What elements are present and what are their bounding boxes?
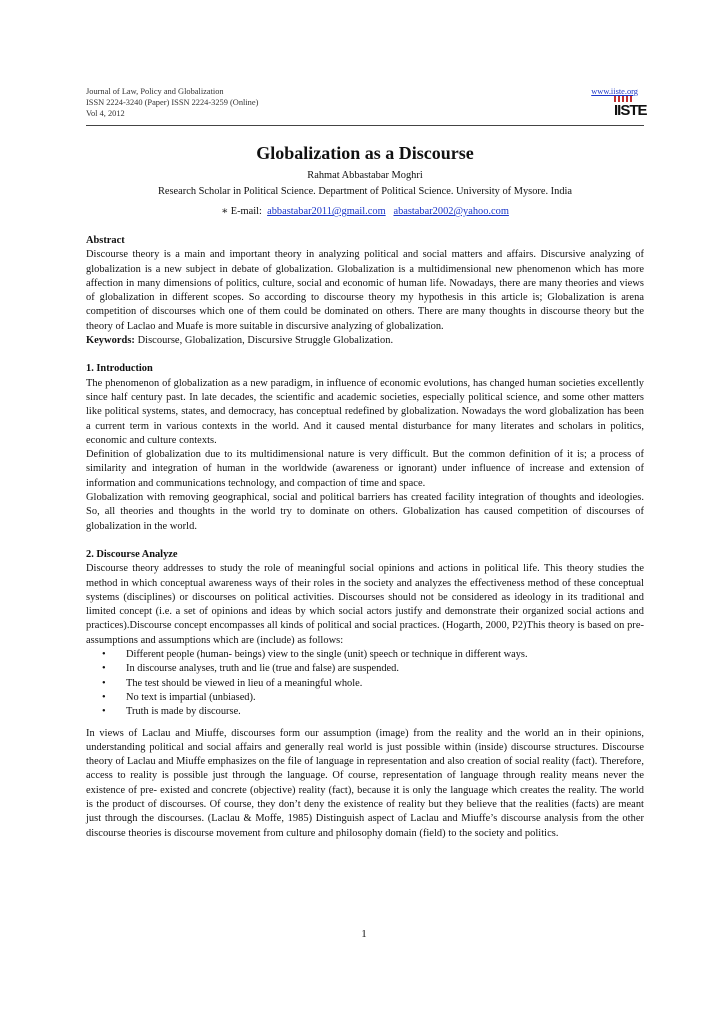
journal-header — [86, 86, 647, 122]
bullet-icon: • — [102, 649, 106, 661]
bullet-icon: • — [102, 663, 106, 675]
page-content — [86, 86, 647, 841]
logo-text: IISTE — [614, 102, 647, 119]
abstract-heading: Abstract — [86, 235, 125, 246]
page-number: 1 — [361, 928, 367, 940]
discourse-section — [86, 548, 644, 841]
bullet-icon: • — [102, 677, 106, 689]
list-item: • The test should be viewed in lieu of a meaningful whole. — [126, 677, 644, 691]
introduction-paragraph-3: Globalization with removing geographical, social and political barriers has created facility integration of thoughts and ideologies. So, all theories and thoughts in the world try to dominate on others. Globalization has caused competition of discourses of globalization in the world. — [86, 492, 644, 532]
introduction-section — [86, 362, 644, 534]
abstract-text: Discourse theory is a main and important theory in analyzing political and social matters and affairs. Discursive analyzing of globalization is a new subject in debate of globalization. Globalization is a multidimensional new phenomenon which has more affection in many dimensions of politics, culture, social and economic of human life. Nowadays, there are many theories and views of globalization in different scopes. So according to discourse theory my hypothesis in this article is; Globalization is arena competition of discourses which one of them could be dominated on others. There are many thoughts in discourse theory but the theory of Laclao and Muafe is more suitable in discursive analyzing of globalization. — [86, 249, 644, 332]
author-email-line — [86, 204, 644, 220]
introduction-paragraph-1: The phenomenon of globalization as a new paradigm, in influence of economic evolutions, has changed human societies excellently since half century past. In late decades, the scientific and academic societies, especially political science, and some other matters like political systems, states, and democracy, has conceptual redefined by globalization. Nowadays the word globalization has been a current term in various contexts in the world. And it caused mental disturbance for many literates and scholars in politics, economic and culture contexts. — [86, 377, 644, 446]
list-item: • No text is impartial (unbiased). — [126, 691, 644, 705]
assumptions-list — [86, 648, 644, 719]
email-link-1[interactable]: abbastabar2011@gmail.com — [267, 206, 386, 217]
introduction-paragraph-2: Definition of globalization due to its multidimensional nature is very difficult. But the common definition of it is; a process of similarity and integration of human in the worldwide (awareness or ignorant) under influence of increase and extension of information and communications technology, and compaction of time and space. — [86, 449, 644, 489]
email-marker: ∗ — [221, 206, 229, 217]
list-item: • In discourse analyses, truth and lie (true and false) are suspended. — [126, 662, 644, 676]
author-name: Rahmat Abbastabar Moghri — [307, 170, 423, 181]
keywords-label: Keywords: — [86, 335, 135, 347]
list-item: • Truth is made by discourse. — [126, 705, 644, 719]
keywords-line — [86, 334, 644, 348]
bullet-icon: • — [102, 706, 106, 718]
introduction-heading: 1. Introduction — [86, 363, 153, 375]
journal-url-link[interactable]: www.iiste.org — [591, 87, 638, 96]
paper-title: Globalization as a Discourse — [256, 143, 474, 163]
abstract-section — [86, 234, 644, 348]
email-label: E-mail: — [230, 206, 262, 217]
iiste-logo — [614, 96, 647, 122]
author-affiliation: Research Scholar in Political Science. Department of Political Science. University of Mysore. India — [157, 186, 573, 197]
discourse-heading: 2. Discourse Analyze — [86, 548, 178, 560]
header-rule — [86, 125, 644, 126]
journal-name: Journal of Law, Policy and Globalization — [86, 87, 224, 96]
journal-volume: Vol 4, 2012 — [86, 109, 125, 118]
bullet-icon: • — [102, 691, 106, 703]
discourse-paragraph-2: In views of Laclau and Miuffe, discourses form our assumption (image) from the reality and the world an in their opinions, understanding political and social affairs and generally real world is just possible within (inside) discourse structures. Discourse theory of Laclau and Miuffe emphasizes on the file of language in representation and also creation of social reality (fact). Therefore, access to reality is possible just through the language. Of course, representation of language through reality means never the existence of pre- existed and concrete (objective) reality (fact), because it is only the language which creates the reality. The world is the product of discourses. Of course, they don’t deny the existence of reality but they believe that the realities (facts) are meant just through the discourses. (Laclau & Moffe, 1985) Distinguish aspect of Laclau and Miuffe’s discourse analysis from the other discourse theories is discourse movement from culture and philosophy domain (field) to the society and politics. — [86, 727, 644, 839]
email-link-2[interactable]: abastabar2002@yahoo.com — [393, 206, 509, 217]
discourse-paragraph-1: Discourse theory addresses to study the role of meaningful social opinions and actions in political life. This theory studies the method in which conceptual awareness ways of their roles in the society and analyzes the effectiveness method of these conceptual systems (disciplines) or discourses on political activities. Discourses should not be considered as ideology in its traditional and limited concept (i.e. a set of opinions and ideas by which social actors justify and demonstrate their organized social actions and practices).Discourse concept encompasses all kinds of political and social practices. (Hogarth, 2000, P2)This theory is based on pre- assumptions and assumptions which are (include) as follows: — [86, 563, 644, 646]
list-item: • Different people (human- beings) view to the single (unit) speech or technique in different ways. — [126, 648, 644, 662]
journal-issn: ISSN 2224-3240 (Paper) ISSN 2224-3259 (Online) — [86, 98, 259, 107]
keywords-text: Discourse, Globalization, Discursive Struggle Globalization. — [137, 335, 394, 347]
